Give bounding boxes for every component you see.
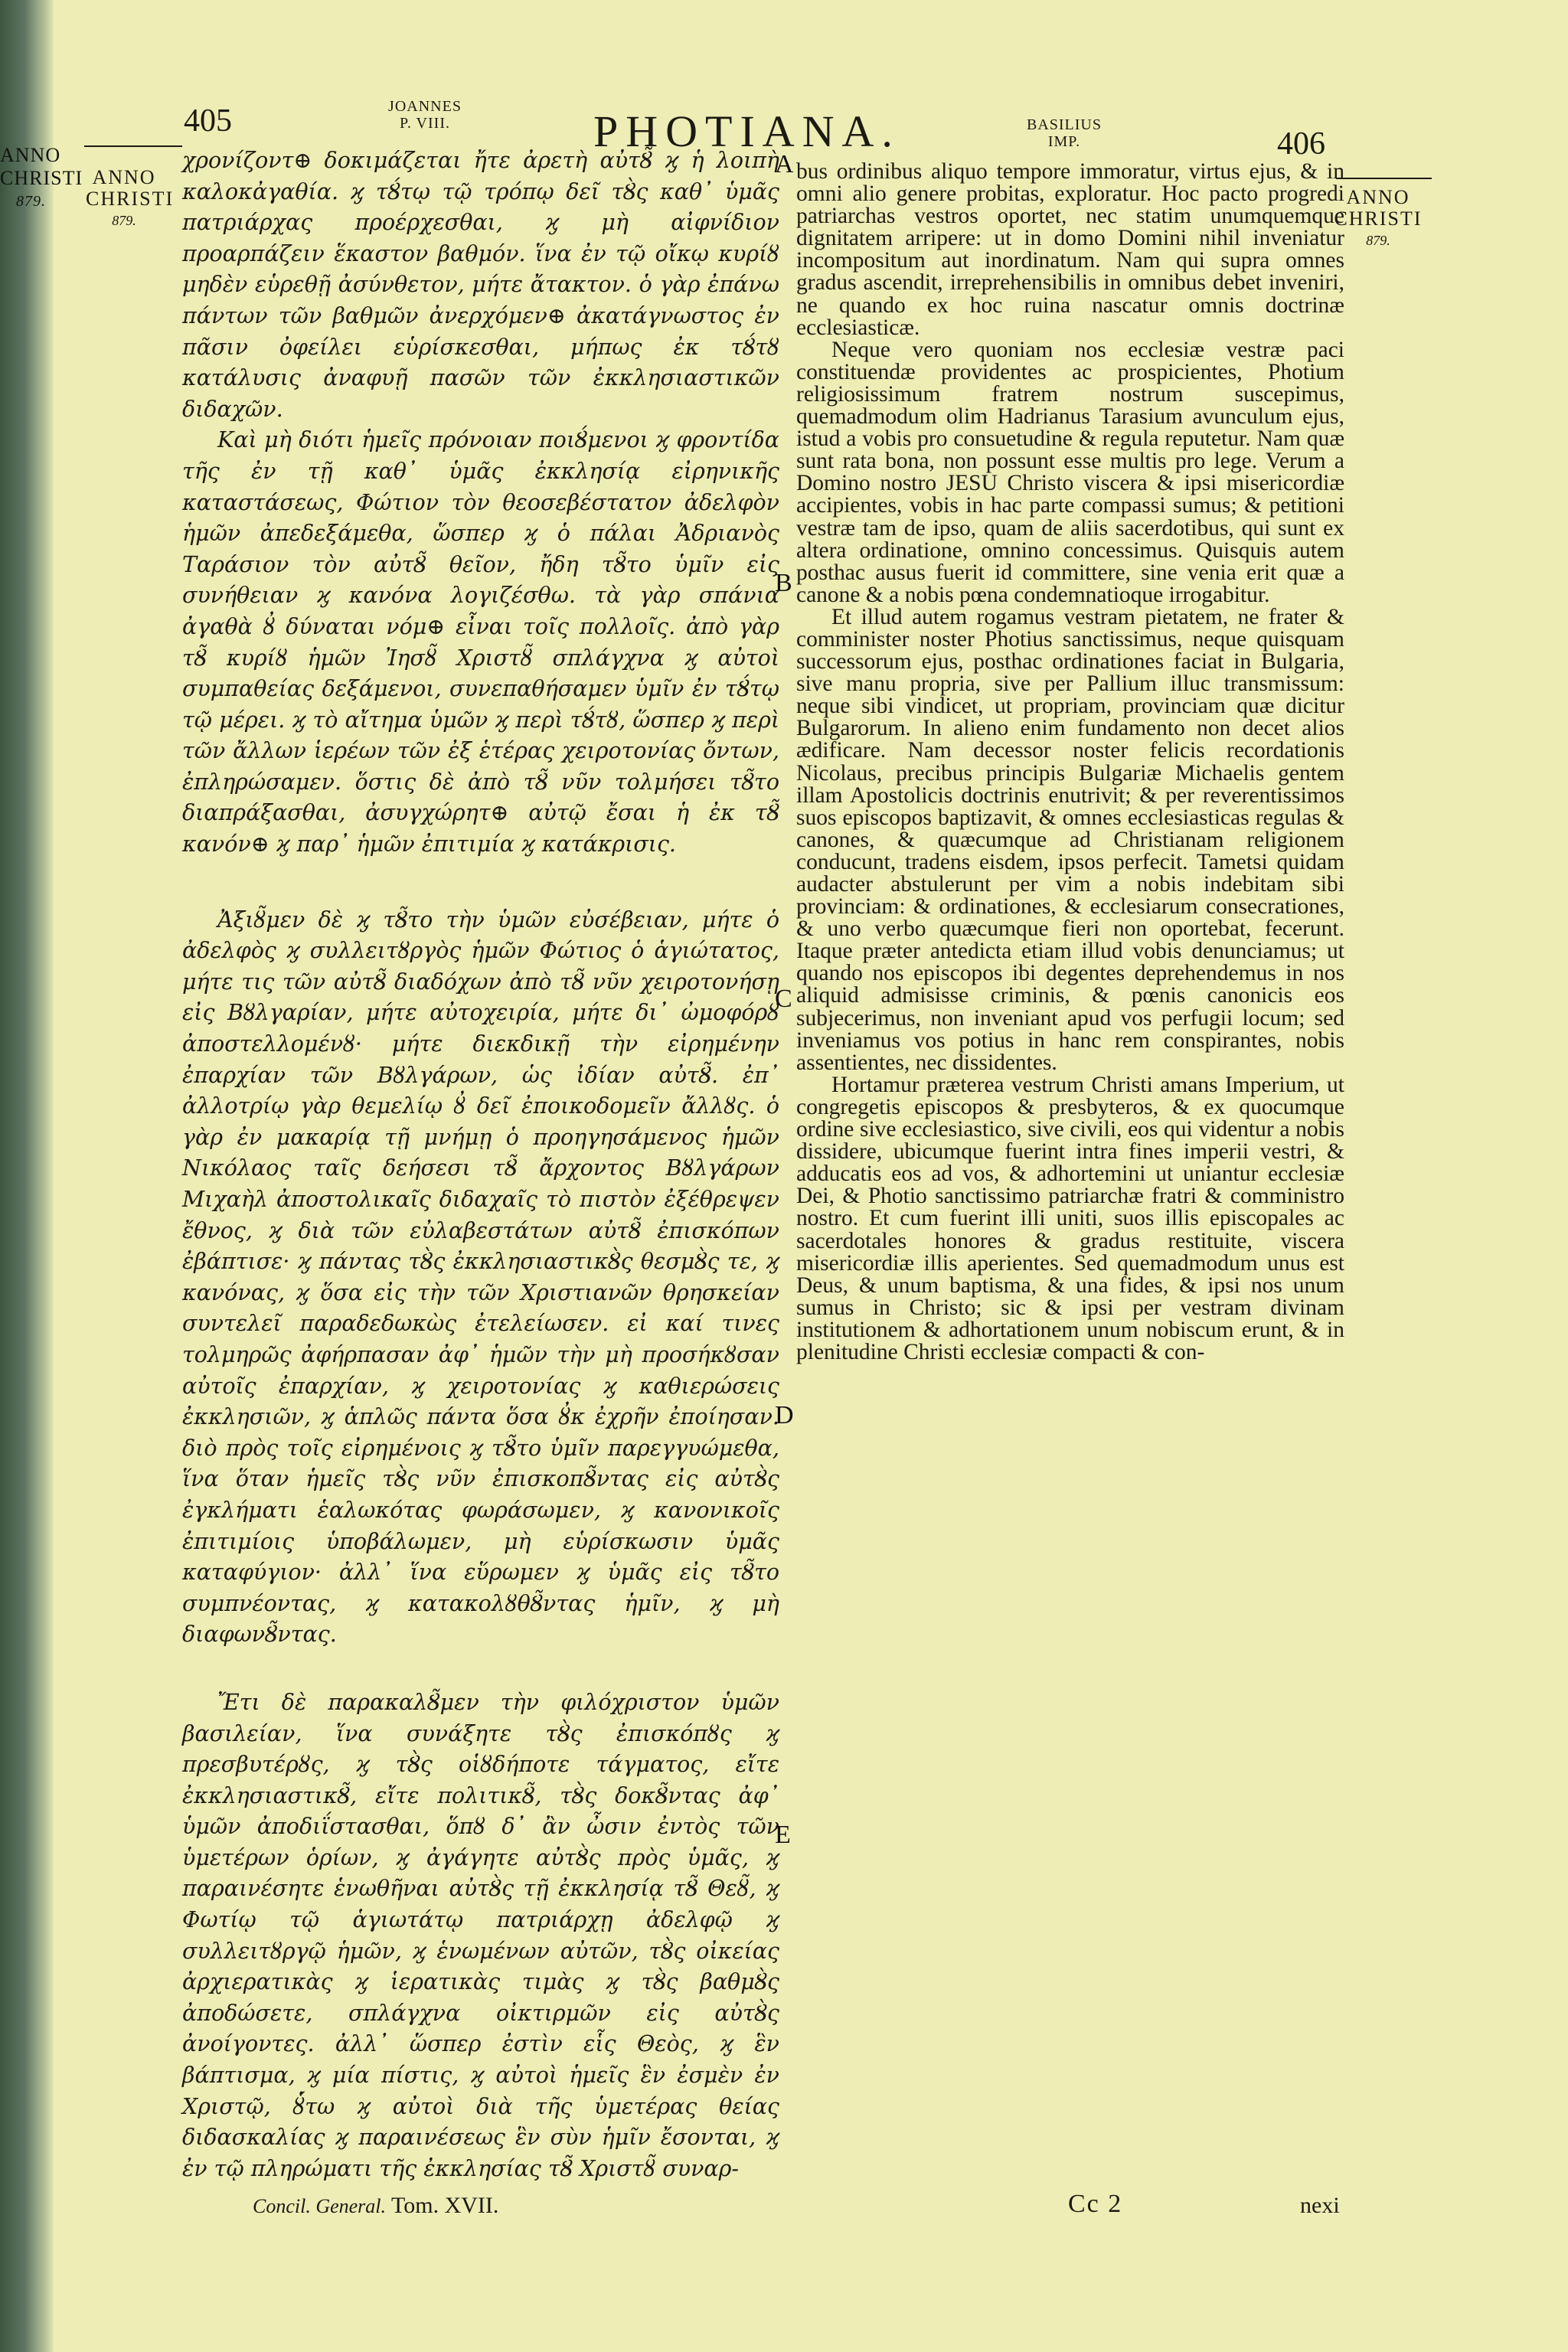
- latin-paragraph: bus ordinibus aliquo tempore immoratur, virtus ejus, & in omni alio genere probitas, exploratur. Hoc pacto progredi patriarchas vestros oportet, nec statim unumquemque dignitatem arripere: ut in domo Domini nihil inveniatur incompositum aut inordinatum. Nam qui supra omnes gradus ascendit, irreprehensibilis in omnibus debet inveniri, ne quando ex hoc ruina nascatur omnis doctrinæ ecclesiasticæ.: [796, 159, 1344, 340]
- previous-page-christi: CHRISTI: [0, 167, 83, 189]
- section-marker-c: C: [775, 985, 792, 1013]
- right-margin-christi: CHRISTI: [1334, 207, 1423, 230]
- left-margin-anno: ANNO: [92, 166, 156, 188]
- right-running-caption: [1022, 116, 1106, 150]
- left-margin-date: [86, 166, 175, 231]
- running-title: PHOTIANA.: [593, 106, 900, 156]
- footer-volume-number: Tom. XVII.: [391, 2193, 499, 2218]
- latin-paragraph: Hortamur præterea vestrum Christi amans Imperium, ut congregetis episcopos & presbyteros, & ex quocumque ordine sive ecclesiastico, sive civili, eos qui videntur a nobis dissidere, ubicumque fuerint intra fines imperii vestri, & adducatis eos ad vos, & adhortemini ut uniantur ecclesiæ Dei, & Photio sanctissimo patriarchæ fratri & comministro nostro. Et cum fuerint illi uniti, suos illis episcopales ac sacerdotales honores & gradus restituite, viscera misericordiæ illis aperientes. Sed quemadmodum unus est Deus, & unum baptisma, & una fides, & ipsi nos unum sumus in Christo; sic & ipsi per vestram divinam institutionem & adhortationem unum nobiscum erunt, & in plenitudine Christi ecclesiæ compacti & con-: [796, 1072, 1344, 1364]
- left-margin-rule: [84, 145, 182, 147]
- left-caption-name: JOANNES: [388, 98, 462, 115]
- section-marker-b: B: [775, 569, 792, 597]
- section-marker-d: D: [775, 1401, 794, 1429]
- section-marker-a: A: [775, 150, 794, 178]
- right-caption-title: IMP.: [1047, 133, 1081, 150]
- latin-paragraph: Et illud autem rogamus vestram pietatem, ne frater & comminister noster Photius sanctissimus, neque quisquam successorum ejus, posthac ordinationes faciat in Bulgaria, sive manu propria, sive per Pallium illuc transmissum: neque sibi vindicet, ut propriam, provinciam quæ dicitur Bulgarorum. In alieno enim fundamento non decet alios ædificare. Nam decessor noster felicis recordationis Nicolaus, precibus principis Bulgariæ Michaelis gentem illam Apostolicis doctrinis enutrivit; & per reverentissimos suos episcopos baptizavit, & omnes ecclesiasticas regulas & canones, & quæcumque ad Christianam religionem conducunt, tradens eisdem, ipsos perfecit. Tametsi quidam audacter abstulerunt per vim a nobis indebitam sibi provinciam: & ordinationes, & ecclesiarum consecrationes, & uno verbo quæcumque fieri non oportebat, fecerunt. Itaque præter antedicta etiam illud vobis denunciamus; ut quando nos episcopos ibi degentes deprehendemus in nos aliquid admisisse criminis, & pœnis canonicis eos subjecerimus, non inveniant apud vos perfugii locum; sed inveniamus vos potius in hanc rem conspirantes, nobis assentientes, nec dissidentes.: [796, 604, 1344, 1075]
- left-margin-year: 879.: [112, 213, 136, 228]
- right-margin-anno: ANNO: [1346, 186, 1410, 208]
- previous-page-year: 879.: [16, 193, 46, 210]
- section-marker-e: E: [775, 1821, 791, 1849]
- greek-paragraph: Καὶ μὴ διότι ἡμεῖς πρόνοιαν ποιȢ́μενοι ϗ φροντίδα τῆς ἐν τῇ καθ᾽ ὑμᾶς ἐκκλησίᾳ εἰρηνικῆς καταστάσεως, Φώτιον τὸν θεοσεβέστατον ἀδελφὸν ἡμῶν ἀπεδεξάμεθα, ὥσπερ ϗ ὁ πάλαι Ἀδριανὸς Ταράσιον τὸν αὐτȢ̃ θεῖον, ἤδη τȢ̃το ὑμῖν εἰς συνήθειαν ϗ κανόνα λογιζέσθω. τὰ γὰρ σπάνια ἀγαθὰ ȣ̓ δύναται νόμ⊕ εἶναι τοῖς πολλοῖς. ἀπὸ γὰρ τȢ̃ κυρίȣ ἡμῶν Ἰησȣ̃ Χριστȣ̃ σπλάγχνα ϗ αὐτοὶ συμπαθείας δεξάμενοι, συνεπαθήσαμεν ὑμῖν ἐν τȢ́τῳ τῷ μέρει. ϗ τὸ αἴτημα ὑμῶν ϗ περὶ τȢ́τȣ, ὥσπερ ϗ περὶ τῶν ἄλλων ἱερέων τῶν ἐξ ἑτέρας χειροτονίας ὄντων, ἐπληρώσαμεν. ὅστις δὲ ἀπὸ τȢ̃ νῦν τολμήσει τȢ̃το διαπράξασθαι, ἀσυγχώρητ⊕ αὐτῷ ἔσαι ἡ ἐκ τȢ̃ κανόν⊕ ϗ παρ᾽ ἡμῶν ἐπιτιμία ϗ κατάκρισις.: [182, 427, 779, 858]
- right-margin-date: [1332, 187, 1424, 251]
- greek-paragraph: Ἔτι δὲ παρακαλȢ̃μεν τὴν φιλόχριστον ὑμῶν βασιλείαν, ἵνα συνάξητε τȢ̀ς ἐπισκόπȣς ϗ πρεσβυτέρȣς, ϗ τȢ̀ς οἱȣδήποτε τάγματος, εἴτε ἐκκλησιαστικȢ̃, εἴτε πολιτικȢ̃, τȢ̀ς δοκȢ̃ντας ἀφ᾽ ὑμῶν ἀποδιΐστασθαι, ὅπȣ δ᾽ ἂν ὦσιν ἐντὸς τῶν ὑμετέρων ὁρίων, ϗ ἀγάγητε αὐτȢ̀ς πρὸς ὑμᾶς, ϗ παραινέσητε ἑνωθῆναι αὐτȢ̀ς τῇ ἐκκλησίᾳ τȢ̃ Θεȣ̃, ϗ Φωτίῳ τῷ ἁγιωτάτῳ πατριάρχῃ ἀδελφῷ ϗ συλλειτȣργῷ ἡμῶν, ϗ ἑνωμένων αὐτῶν, τȢ̀ς οἰκείας ἀρχιερατικὰς ϗ ἱερατικὰς τιμὰς ϗ τȢ̀ς βαθμȢ̀ς ἀποδώσετε, σπλάγχνα οἰκτιρμῶν εἰς αὐτȢ̀ς ἀνοίγοντες. ἀλλ᾽ ὥσπερ ἐστὶν εἷς Θεὸς, ϗ ἓν βάπτισμα, ϗ μία πίστις, ϗ αὐτοὶ ἡμεῖς ἓν ἐσμὲν ἐν Χριστῷ, ȣ̔́τω ϗ αὐτοὶ διὰ τῆς ὑμετέρας θείας διδασκαλίας ϗ παραινέσεως ἓν σὺν ἡμῖν ἔσονται, ϗ ἐν τῷ πληρώματι τῆς ἐκκλησίας τȢ̃ Χριστȣ̃ συναρ-: [182, 1689, 779, 2181]
- latin-text-column: [796, 161, 1344, 1364]
- right-page-number: 406: [1277, 126, 1325, 162]
- left-page-number: 405: [184, 103, 232, 139]
- right-caption-name: BASILIUS: [1026, 116, 1102, 133]
- left-caption-title: P. VIII.: [400, 115, 450, 132]
- left-running-caption: [387, 98, 463, 132]
- catchword: nexi: [1300, 2193, 1340, 2218]
- greek-paragraph: Ἀξιȣ̃μεν δὲ ϗ τȢ̃το τὴν ὑμῶν εὐσέβειαν, μήτε ὁ ἀδελφὸς ϗ συλλειτȣργὸς ἡμῶν Φώτιος ὁ ἁγιώτατος, μήτε τις τῶν αὐτȢ̃ διαδόχων ἀπὸ τȢ̃ νῦν χειροτονήσῃ εἰς Βȣλγαρίαν, μήτε αὐτοχειρία, μήτε δι᾽ ὠμοφόρȣ ἀποστελλομένȣ· μήτε διεκδικῇ τὴν εἰρημένην ἐπαρχίαν τῶν Βȣλγάρων, ὡς ἰδίαν αὐτȢ̃. ἐπ᾽ ἀλλοτρίῳ γὰρ θεμελίῳ ȣ̓ δεῖ ἐποικοδομεῖν ἄλλȣς. ὁ γὰρ ἐν μακαρίᾳ τῇ μνήμῃ ὁ προηγησάμενος ἡμῶν Νικόλαος ταῖς δεήσεσι τȢ̃ ἄρχοντος Βȣλγάρων Μιχαὴλ ἀποστολικαῖς διδαχαῖς τὸ πιστὸν ἐξέθρεψεν ἔθνος, ϗ διὰ τῶν εὐλαβεστάτων αὐτȢ̃ ἐπισκόπων ἐβάπτισε· ϗ πάντας τȢ̀ς ἐκκλησιαστικȢ̀ς θεσμȢ̀ς τε, ϗ κανόνας, ϗ ὅσα εἰς τὴν τῶν Χριστιανῶν θρησκείαν συντελεῖ παραδεδωκὼς ἐτελείωσεν. εἰ καί τινες τολμηρῶς ἀφήρπασαν ἀφ᾽ ἡμῶν τὴν μὴ προσήκȣσαν αὐτοῖς ἐπαρχίαν, ϗ χειροτονίας ϗ καθιερώσεις ἐκκλησιῶν, ϗ ἁπλῶς πάντα ὅσα ȣ̓κ ἐχρῆν ἐποίησαν. διὸ πρὸς τοῖς εἰρημένοις ϗ τȢ̃το ὑμῖν παρεγγυώμεθα, ἵνα ὅταν ἡμεῖς τȢ̀ς νῦν ἐπισκοπȢ̃ντας εἰς αὐτȢ̀ς ἐγκλήματι ἑαλωκότας φωράσωμεν, ϗ κανονικοῖς ἐπιτιμίοις ὑποβάλωμεν, μὴ εὑρίσκωσιν ὑμᾶς καταφύγιον· ἀλλ᾽ ἵνα εὕρωμεν ϗ ὑμᾶς εἰς τȢ̃το συμπνέοντας, ϗ κατακολȣθȢ̃ντας ἡμῖν, ϗ μὴ διαφωνȢ̃ντας.: [182, 906, 779, 1648]
- footer-volume-reference: [253, 2193, 498, 2219]
- book-spine: [0, 0, 83, 2352]
- signature-mark: Cc 2: [1068, 2190, 1123, 2218]
- right-margin-year: 879.: [1366, 233, 1390, 248]
- greek-text-column: [182, 145, 779, 2184]
- right-margin-rule: [1336, 178, 1432, 179]
- footer-series-title: Concil. General.: [253, 2195, 387, 2217]
- previous-page-anno: ANNO: [0, 144, 61, 166]
- left-margin-christi: CHRISTI: [86, 188, 175, 210]
- greek-paragraph: χρονίζοντ⊕ δοκιμάζεται ἤτε ἀρετὴ αὐτȢ̃ ϗ ἡ λοιπὴ καλοκἀγαθία. ϗ τȢ́τῳ τῷ τρόπῳ δεῖ τȢ̀ς καθ᾽ ὑμᾶς πατριάρχας προέρχεσθαι, ϗ μὴ αἰφνίδιον προαρπάζειν ἕκαστον βαθμόν. ἵνα ἐν τῷ οἴκῳ κυρίȣ μηδὲν εὑρεθῇ ἀσύνθετον, μήτε ἄτακτον. ὁ γὰρ ἐπάνω πάντων τῶν βαθμῶν ἀνερχόμεν⊕ ἀκατάγνωστος ἐν πᾶσιν ὀφείλει εὑρίσκεσθαι, μήπως ἐκ τȢ́τȣ κατάλυσις ἀναφυῇ πασῶν τῶν ἐκκλησιαστικῶν διδαχῶν.: [182, 148, 779, 422]
- latin-paragraph: Neque vero quoniam nos ecclesiæ vestræ paci constituendæ providentes ac prospicientes, Photium religiosissimum fratrem nostrum suscepimus, quemadmodum olim Hadrianus Tarasium avunculum ejus, istud a vobis pro consuetudine & regula reputetur. Nam quæ sunt rata bona, non possunt esse multis pro lege. Verum a Domino nostro JESU Christo viscera & ipsi misericordiæ accipientes, vobis in hac parte compassi sumus; & petitioni vestræ tam de ipso, quam de aliis sacerdotibus, qui sunt ex altera ordinatione, omnino concessimus. Quisquis autem posthac ausus fuerit id committere, sine venia erit quæ a canone & a nobis pœna condemnatioque irrogabitur.: [796, 337, 1344, 607]
